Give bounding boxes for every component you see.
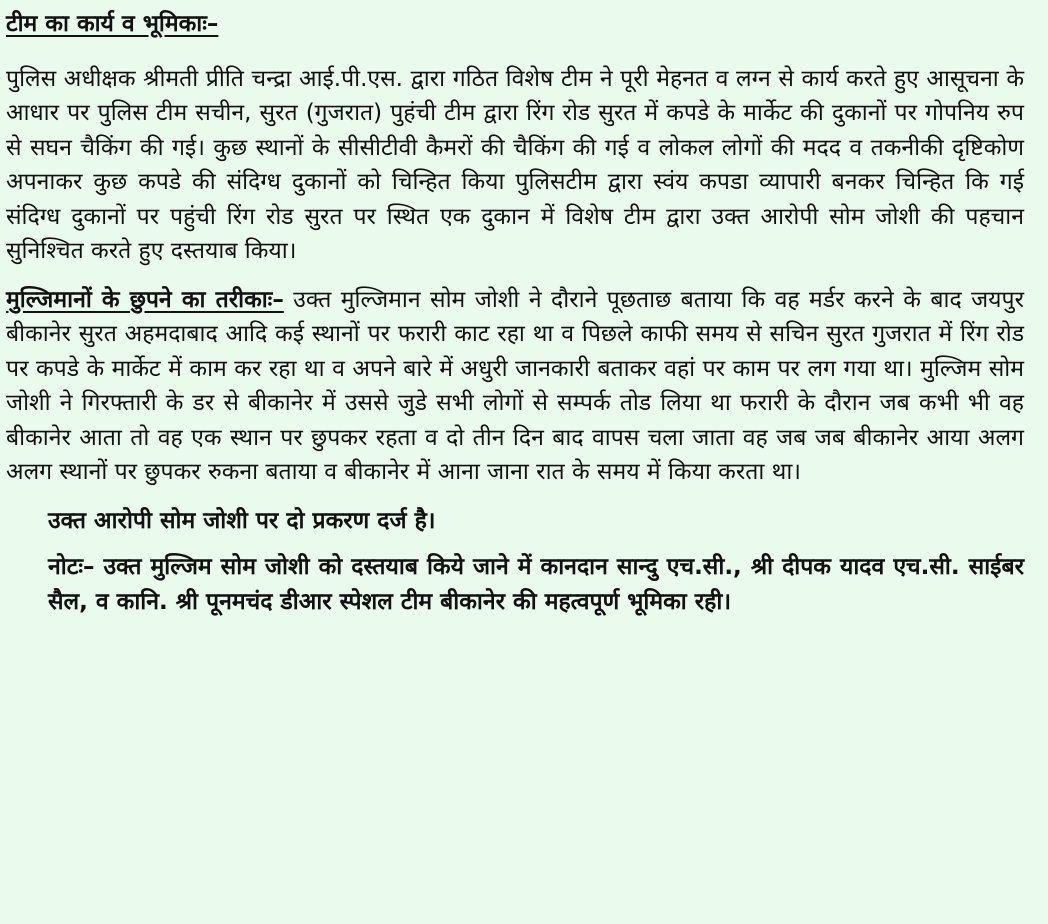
hiding-method-heading: मुल्जिमानों के छुपने का तरीकाः– [6,286,284,313]
hiding-method-text: उक्त मुल्जिमान सोम जोशी ने दौराने पूछताछ बताया कि वह मर्डर करने के बाद जयपुर बीकानेर सुरत अहमदाबाद आदि कई स्थानों पर फरारी काट रहा था व पिछले काफी समय से सचिन सुरत गुजरात में रिंग रोड पर कपडे के मार्केट में काम कर रहा था व अपने बारे में अधुरी जानकारी बताकर वहां पर काम पर लग गया था। मुल्जिम सोम जोशी ने गिरफ्तारी के डर से बीकानेर में उससे जुडे सभी लोगों से सम्पर्क तोड लिया था फरारी के दौरान जब कभी भी वह बीकानेर आता तो वह एक स्थान पर छुपकर रहता व दो तीन दिन बाद वापस चला जाता वह जब जब बीकानेर आया अलग अलग स्थानों पर छुपकर रुकना बताया व बीकानेर में आना जाना रात के समय में किया करता था। [6,286,1024,486]
team-role-paragraph: पुलिस अधीक्षक श्रीमती प्रीति चन्द्रा आई.पी.एस. द्वारा गठित विशेष टीम ने पूरी मेहनत व लग्न से कार्य करते हुए आसूचना के आधार पर पुलिस टीम सचीन, सुरत (गुजरात) पुहंची टीम द्वारा रिंग रोड सुरत में कपडे के मार्केट की दुकानों पर गोपनिय रुप से सघन चैकिंग की गई। कुछ स्थानों के सीसीटीवी कैमरों की चैकिंग की गई व लोकल लोगों की मदद व तकनीकी दृष्टिकोण अपनाकर कुछ कपडे की संदिग्ध दुकानों को चिन्हित किया पुलिसटीम द्वारा स्वंय कपडा व्यापारी बनकर चिन्हित कि गई संदिग्ध दुकानों पर पहुंची रिंग रोड सुरत पर स्थित एक दुकान में विशेष टीम द्वारा उक्त आरोपी सोम जोशी की पहचान सुनिश्चित करते हुए दस्तयाब किया। [6,65,1024,265]
note-paragraph: नोटः– उक्त मुल्जिम सोम जोशी को दस्तयाब किये जाने में कानदान सान्दु एच.सी., श्री दीपक यादव एच.सी. साईबर सैल, व कानि. श्री पूनमचंद डीआर स्पेशल टीम बीकानेर की महत्वपूर्ण भूमिका रही। [48,554,1024,615]
team-role-heading: टीम का कार्य व भूमिकाः– [6,11,219,37]
cases-statement: उक्त आरोपी सोम जोशी पर दो प्रकरण दर्ज है। [48,507,436,534]
hiding-method-paragraph [6,283,1024,490]
